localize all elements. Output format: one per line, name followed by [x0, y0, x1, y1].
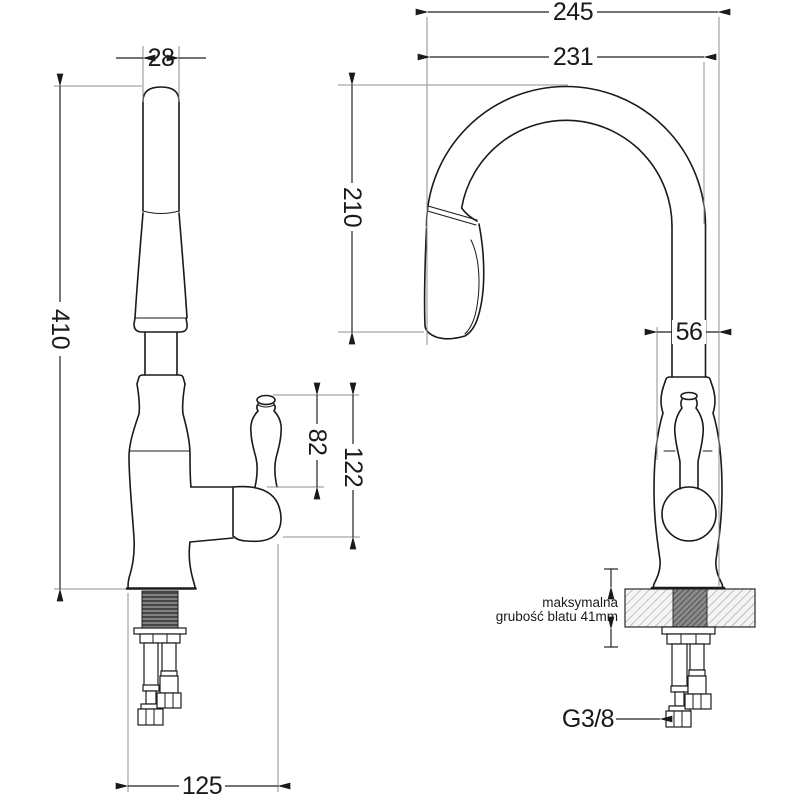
dim-label-overall-reach: 245 — [552, 0, 594, 26]
sprayer-head-cap — [134, 318, 187, 332]
handle-cap — [233, 487, 281, 542]
hose-joint — [671, 686, 688, 692]
annotations — [496, 595, 619, 733]
gooseneck-outer-arc — [427, 86, 706, 226]
thread-size-label: G3/8 — [561, 705, 615, 733]
handle-lever — [251, 404, 281, 487]
front-handle-escutcheon — [662, 487, 716, 541]
sprayer-head-right-edge — [179, 213, 187, 318]
hose-joint — [161, 671, 177, 676]
front-body-collar — [663, 377, 713, 388]
hose-joint — [143, 685, 159, 691]
hose-hex-nut — [157, 693, 181, 708]
gooseneck-inner-arc — [462, 120, 672, 226]
dim-label-handle-height: 82 — [303, 428, 331, 456]
dimension-lines — [60, 12, 719, 786]
ext-spout-height — [338, 85, 568, 332]
hose-joint — [689, 670, 705, 676]
dim-label-spout-height: 210 — [338, 186, 366, 228]
dim-label-body-width: 56 — [675, 318, 703, 346]
supply-hoses-front-view — [666, 644, 711, 727]
hose-hex-nut — [138, 709, 163, 725]
threaded-shank-through-counter — [673, 589, 707, 627]
under-cap-line — [190, 538, 233, 542]
mounting-flange — [134, 628, 186, 634]
front-mounting-flange — [662, 627, 715, 634]
body-left-edge — [128, 384, 139, 587]
sprayer-head-left-edge — [135, 213, 143, 318]
body-collar — [137, 375, 185, 384]
supply-hoses-side-view — [138, 643, 181, 725]
spout-tube — [143, 87, 179, 211]
dim-label-spout-reach: 231 — [552, 43, 594, 71]
hose-tube — [690, 644, 704, 670]
faucet-front-view — [425, 86, 724, 727]
hose-connector — [688, 676, 706, 694]
hose-tube — [146, 691, 156, 704]
body-right-edge — [183, 384, 191, 487]
dim-label-overall-height: 410 — [46, 308, 74, 350]
hose-hex-nut — [666, 711, 691, 727]
hose-tube — [162, 643, 176, 671]
down-pipe — [672, 226, 706, 377]
neck-cylinder — [145, 332, 177, 375]
front-handle-knob — [681, 393, 697, 400]
front-handle-lever — [675, 399, 703, 489]
hose-tube — [144, 643, 158, 686]
dim-label-spout-top-width: 28 — [147, 44, 175, 72]
spout-tube-seam — [143, 211, 179, 214]
hose-hex-nut — [685, 694, 711, 709]
counter-note-line2: grubość blatu 41mm — [495, 609, 618, 624]
front-body-right-edge — [713, 388, 723, 588]
threaded-shank — [142, 591, 178, 628]
body-right-lower-edge — [189, 542, 195, 587]
dim-label-handle-total-height: 122 — [339, 446, 367, 488]
faucet-side-view — [127, 87, 281, 725]
countertop-section — [625, 589, 755, 627]
hose-tube — [675, 692, 684, 706]
front-mounting-nut — [667, 634, 710, 644]
handle-knob — [257, 396, 275, 405]
hose-connector — [160, 676, 178, 693]
mounting-nut — [140, 634, 180, 643]
front-body-left-edge — [653, 388, 663, 588]
counter-note-line1: maksymalna — [542, 595, 618, 610]
sprayer-outline — [425, 224, 484, 339]
dim-label-base-reach: 125 — [181, 772, 223, 800]
hose-tube — [672, 644, 687, 686]
